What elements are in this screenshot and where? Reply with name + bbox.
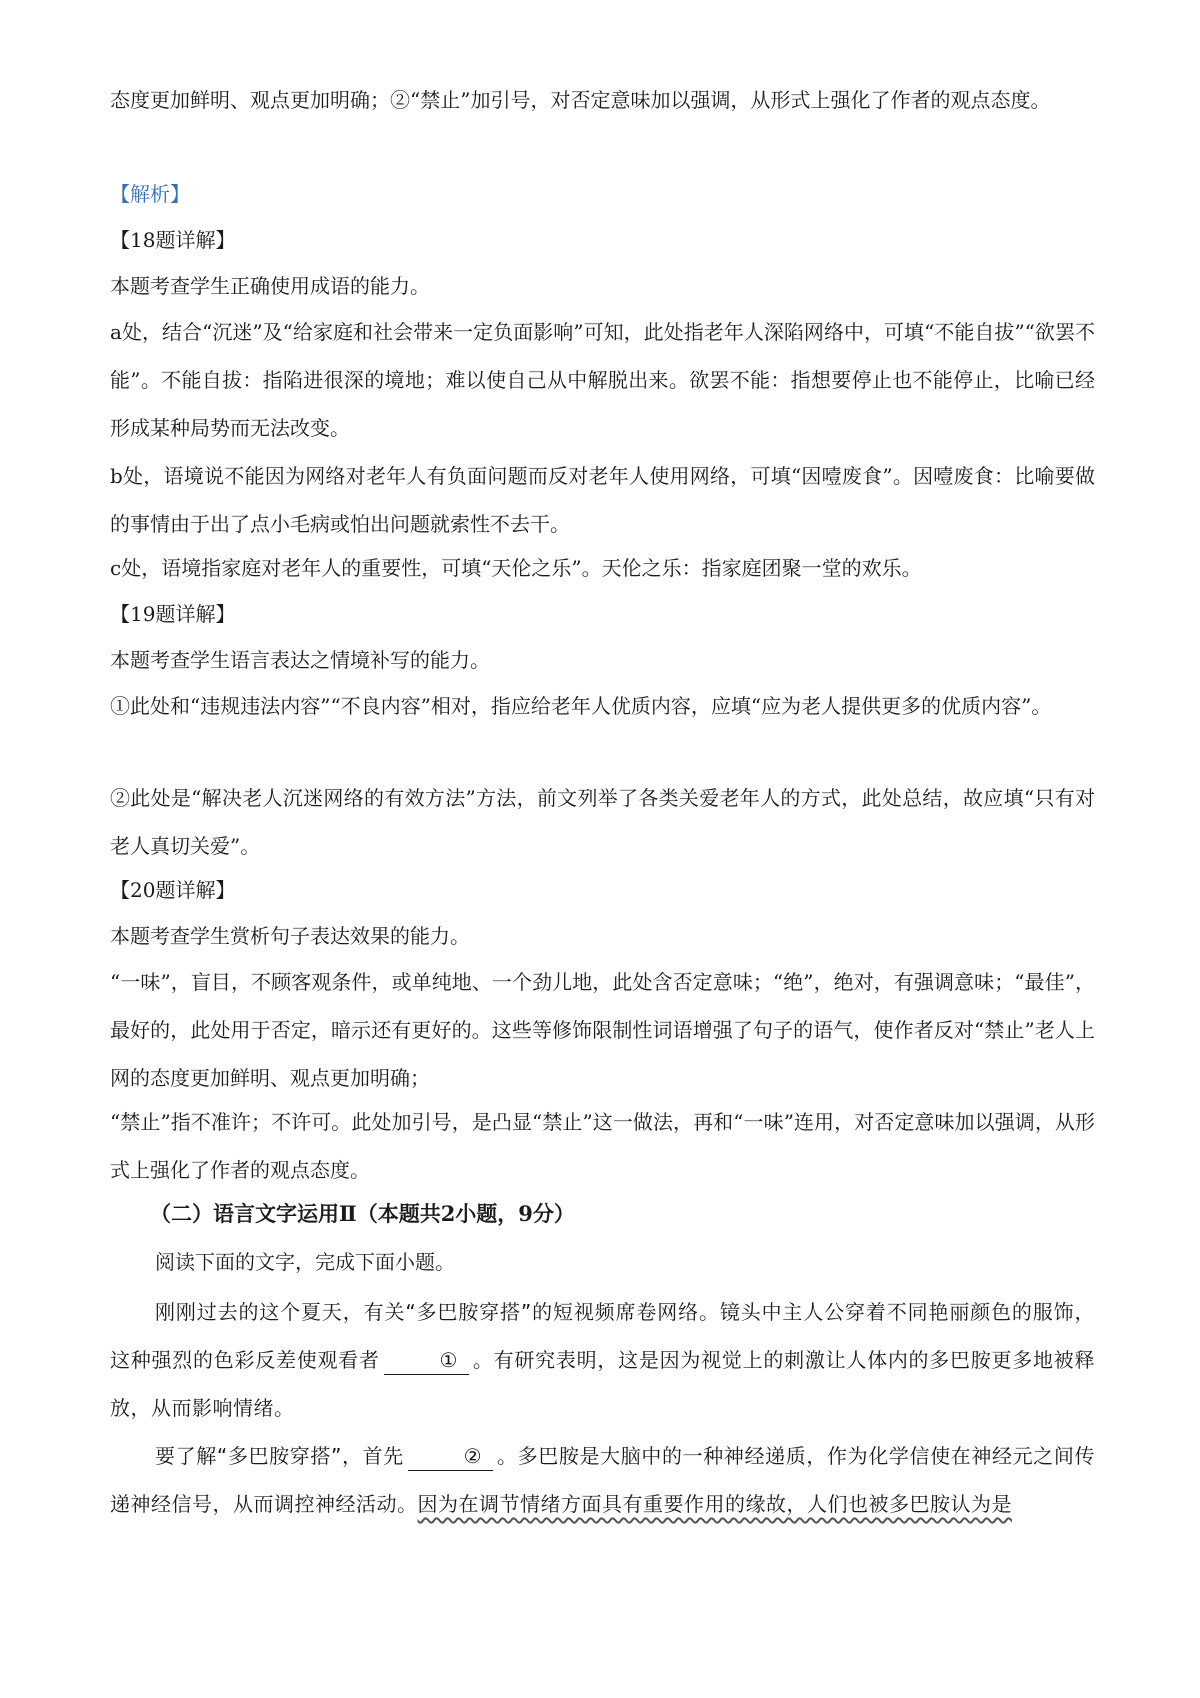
analysis-label: 【解析】 [110, 182, 190, 206]
q20-title: 【20题详解】 [110, 878, 236, 902]
q19-intro: 本题考查学生语言表达之情境补写的能力。 [110, 648, 490, 672]
wavy-underlined-sentence: 因为在调节情绪方面具有重要作用的缘故，人们也被多巴胺认为是 [417, 1492, 1012, 1516]
section-instruction: 阅读下面的文字，完成下面小题。 [155, 1250, 455, 1274]
q19-answer-1: ①此处和“违规违法内容”“不良内容”相对，指应给老年人优质内容，应填“应为老人提供更多的优质内容”。 [110, 694, 1052, 718]
passage-2-text-a: 要了解“多巴胺穿搭”，首先 [155, 1444, 404, 1468]
passage-paragraph-1 [110, 1288, 1095, 1432]
blank-2: ② [408, 1442, 493, 1471]
q18-part-a: a处，结合“沉迷”及“给家庭和社会带来一定负面影响”可知，此处指老年人深陷网络中，可填“不能自拔”“欲罢不能”。不能自拔：指陷进很深的境地；难以使自己从中解脱出来。欲罢不能：指想要停止也不能停止，比喻已经形成某种局势而无法改变。 [110, 320, 1095, 440]
passage-paragraph-2 [110, 1432, 1095, 1528]
q18-title: 【18题详解】 [110, 228, 236, 252]
q20-intro: 本题考查学生赏析句子表达效果的能力。 [110, 924, 470, 948]
q18-part-c: c处，语境指家庭对老年人的重要性，可填“天伦之乐”。天伦之乐：指家庭团聚一堂的欢乐。 [110, 556, 922, 580]
passage-1-text-a: 刚刚过去的这个夏天，有关“多巴胺穿搭”的短视频席卷网络。镜头中主人公穿着不同艳丽颜色的服饰，这种强烈的色彩反差使观看者 [110, 1300, 1095, 1372]
q20-analysis-a: “一味”，盲目，不顾客观条件，或单纯地、一个劲儿地，此处含否定意味；“绝”，绝对，有强调意味；“最佳”，最好的，此处用于否定，暗示还有更好的。这些等修饰限制性词语增强了句子的语气，使作者反对“禁止”老人上网的态度更加鲜明、观点更加明确； [110, 970, 1095, 1090]
q20-analysis-b: “禁止”指不准许；不许可。此处加引号，是凸显“禁止”这一做法，再和“一味”连用，对否定意味加以强调，从形式上强化了作者的观点态度。 [110, 1110, 1095, 1182]
q19-title: 【19题详解】 [110, 602, 236, 626]
q18-intro: 本题考查学生正确使用成语的能力。 [110, 274, 430, 298]
passage-2-text-b: 。多巴胺是大脑中的一种神经递质，作为化学信使在神经元之间传递神经信号，从而调控神经活动。 [110, 1444, 1095, 1516]
section-heading: （二）语言文字运用Ⅱ（本题共2小题，9分） [150, 1201, 575, 1226]
answer-continuation: 态度更加鲜明、观点更加明确；②“禁止”加引号，对否定意味加以强调，从形式上强化了作者的观点态度。 [110, 88, 1051, 112]
passage-1-text-b: 。有研究表明，这是因为视觉上的刺激让人体内的多巴胺更多地被释放，从而影响情绪。 [110, 1348, 1096, 1420]
q19-answer-2: ②此处是“解决老人沉迷网络的有效方法”方法，前文列举了各类关爱老年人的方式，此处总结，故应填“只有对老人真切关爱”。 [110, 786, 1095, 858]
blank-1: ① [384, 1346, 469, 1375]
q18-part-b: b处，语境说不能因为网络对老年人有负面问题而反对老年人使用网络，可填“因噎废食”。因噎废食：比喻要做的事情由于出了点小毛病或怕出问题就索性不去干。 [110, 464, 1095, 536]
